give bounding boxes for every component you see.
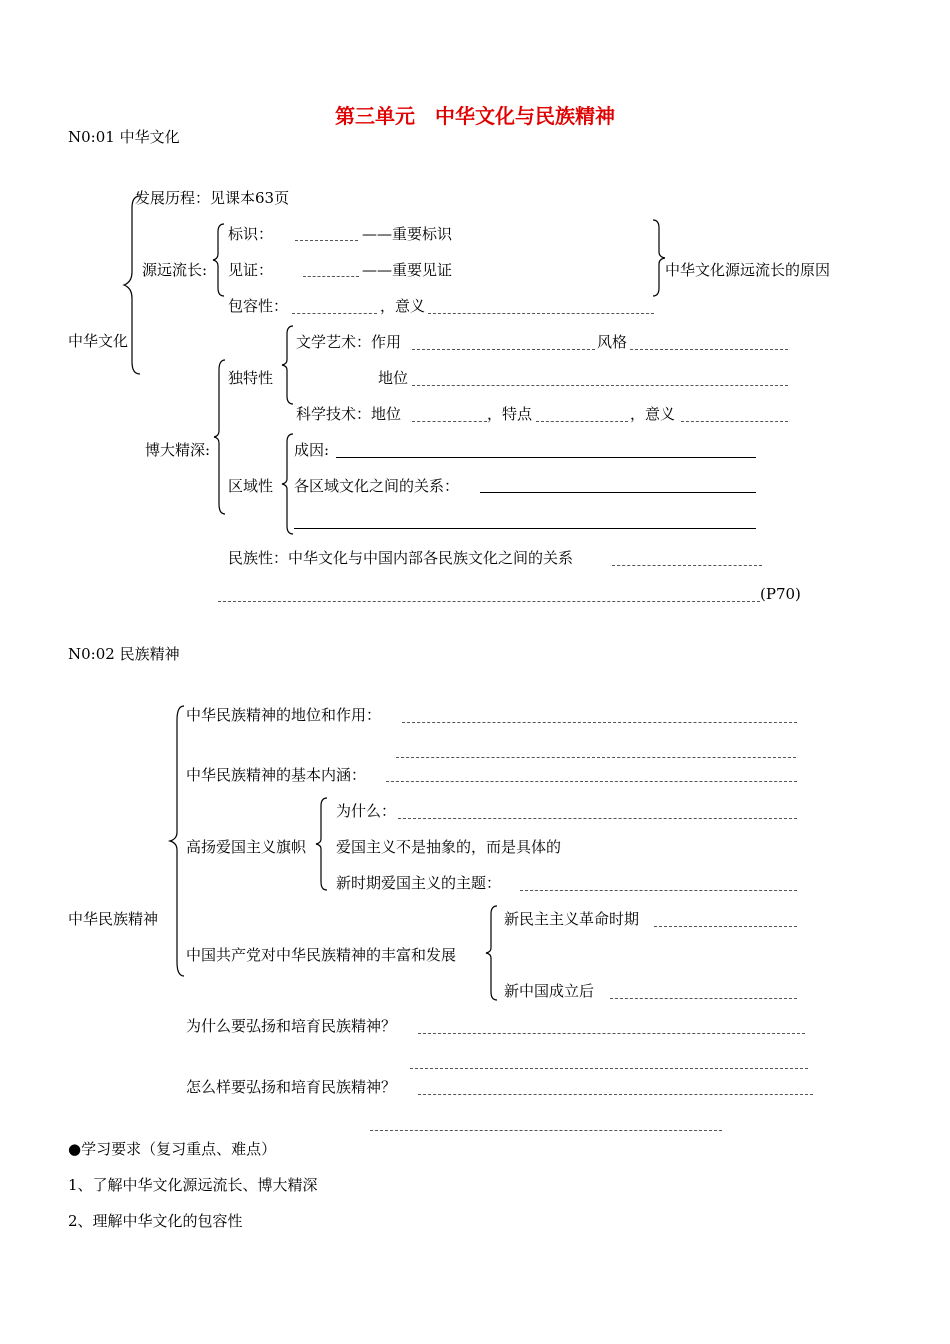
inclusive-mid: ，意义 [380,297,426,315]
spirit-content-blank[interactable] [386,781,797,782]
spirit-brace [170,706,186,976]
relation-label: 各区域文化之间的关系： [294,477,460,495]
relation-blank-2[interactable] [294,528,756,529]
reason-brace [653,220,667,296]
status-blank[interactable] [412,385,788,386]
unique-label: 独特性 [228,369,274,387]
why-promote-blank[interactable] [418,1033,805,1034]
lit-label: 文学艺术：作用 [296,333,402,351]
origin-brace [213,224,227,296]
party-period2: 新中国成立后 [504,982,595,1000]
party-period1: 新民主主义革命时期 [504,910,640,928]
style-blank[interactable] [630,349,788,350]
regional-label: 区域性 [228,477,274,495]
mark-blank[interactable] [295,240,358,241]
ethnic-text: 民族性：中华文化与中国内部各民族文化之间的关系 [228,549,574,567]
requirements-heading: ●学习要求（复习重点、难点） [68,1140,277,1158]
section2-heading: N0:02 民族精神 [68,645,180,663]
section2-root-label: 中华民族精神 [68,910,159,928]
patriot-why-blank[interactable] [398,818,797,819]
inclusive-blank[interactable] [292,313,377,314]
why-promote: 为什么要弘扬和培育民族精神？ [186,1017,397,1035]
inclusive-meaning-blank[interactable] [428,313,654,314]
lit-role-blank[interactable] [412,349,595,350]
spirit-content: 中华民族精神的基本内涵： [186,766,367,784]
sci-status-blank[interactable] [412,421,487,422]
section1-heading: N0:01 中华文化 [68,128,180,146]
witness-blank[interactable] [303,276,359,277]
patriot-concrete: 爱国主义不是抽象的，而是具体的 [336,838,562,856]
inclusive-label: 包容性： [228,297,289,315]
spirit-status: 中华民族精神的地位和作用： [186,706,382,724]
spirit-status-blank-2[interactable] [396,757,796,758]
requirement-item: 1、了解中华文化源远流长、博大精深 [68,1176,318,1194]
how-promote: 怎么样要弘扬和培育民族精神？ [186,1078,397,1096]
party-brace [486,906,500,1000]
page-ref: (P70) [760,585,801,603]
witness-suffix: ——重要见证 [362,261,453,279]
unique-brace [282,326,296,404]
requirement-item: 2、理解中华文化的包容性 [68,1212,243,1230]
status-label: 地位 [378,369,409,387]
how-promote-blank[interactable] [418,1094,813,1095]
party-label: 中国共产党对中华民族精神的丰富和发展 [186,946,457,964]
patriot-label: 高扬爱国主义旗帜 [186,838,307,856]
party-period2-blank[interactable] [610,998,797,999]
style-label: 风格 [597,333,628,351]
development-text: 发展历程：见课本63页 [135,189,290,207]
relation-blank[interactable] [480,492,756,493]
ethnic-blank-2[interactable] [218,601,760,602]
patriot-theme: 新时期爱国主义的主题： [336,874,502,892]
mark-label: 标识： [228,225,274,243]
meaning-blank[interactable] [681,421,788,422]
mark-suffix: ——重要标识 [362,225,453,243]
patriot-theme-blank[interactable] [520,890,797,891]
patriot-brace [316,798,330,890]
feature-blank[interactable] [536,421,628,422]
sci-label: 科学技术：地位 [296,405,402,423]
origin-label: 源远流长: [142,261,208,279]
spirit-status-blank[interactable] [402,722,797,723]
profound-label: 博大精深: [145,441,211,459]
witness-label: 见证： [228,261,274,279]
party-period1-blank[interactable] [654,926,797,927]
page-title: 第三单元 中华文化与民族精神 [335,104,615,128]
patriot-why: 为什么： [336,802,397,820]
meaning-label: ，意义 [630,405,676,423]
ethnic-blank[interactable] [612,565,762,566]
cause-blank[interactable] [336,457,756,458]
root-brace [124,196,144,374]
feature-label: ，特点 [487,405,533,423]
section1-root-label: 中华文化 [68,332,129,350]
reason-text: 中华文化源远流长的原因 [665,261,831,279]
cause-label: 成因: [294,441,330,459]
profound-brace [214,360,228,514]
why-promote-blank-2[interactable] [410,1068,808,1069]
how-promote-blank-2[interactable] [370,1130,722,1131]
